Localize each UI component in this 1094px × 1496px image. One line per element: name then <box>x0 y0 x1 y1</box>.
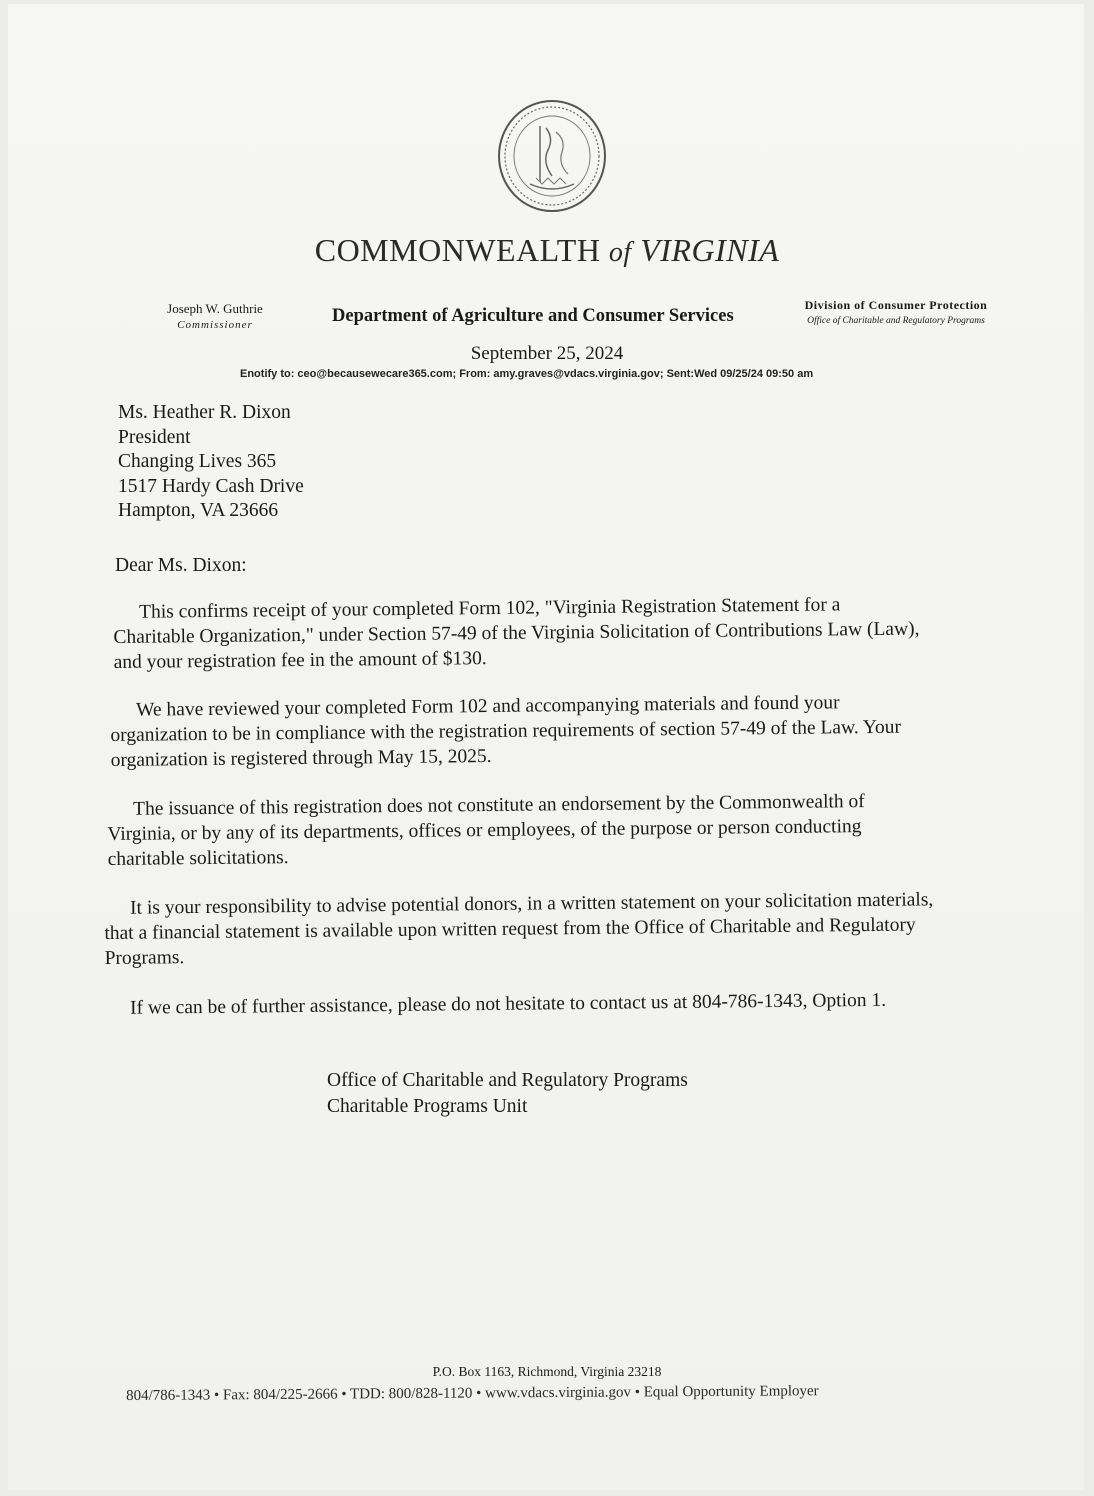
salutation: Dear Ms. Dixon: <box>115 555 247 576</box>
commonwealth-title: COMMONWEALTH of VIRGINIA <box>314 232 780 268</box>
recipient-name: Ms. Heather R. Dixon <box>118 402 291 423</box>
body-paragraph: The issuance of this registration does not constitute an endorsement by the Commonwealth of Virginia, or by any of its departments, offices or employees, of the purpose or person conducting charitable solicitations. <box>107 791 865 870</box>
commissioner-title: Commissioner <box>177 319 253 331</box>
body-paragraph: We have reviewed your completed Form 102 and accompanying materials and found your organization to be in compliance with the registration requirements of section 57-49 of the Law. Your organization is registered through May 15, 2025. <box>110 692 902 771</box>
closing-unit: Charitable Programs Unit <box>327 1096 528 1117</box>
footer-address: P.O. Box 1163, Richmond, Virginia 23218 <box>432 1364 662 1379</box>
department-name: Department of Agriculture and Consumer Services <box>332 306 734 326</box>
body-paragraph: If we can be of further assistance, please do not hesitate to contact us at 804-786-1343, Option 1. <box>130 989 887 1019</box>
footer-contact: 804/786-1343 • Fax: 804/225-2666 • TDD: 800/828-1120 • www.vdacs.virginia.gov • Equal Opportunity Employer <box>126 1383 819 1404</box>
enotify-line: Enotify to: ceo@becausewecare365.com; From: amy.graves@vdacs.virginia.gov; Sent:Wed 09/25/24 09:50 am <box>240 368 814 380</box>
commissioner-block <box>150 300 280 334</box>
recipient-organization: Changing Lives 365 <box>118 451 277 472</box>
body-paragraph: It is your responsibility to advise potential donors, in a written statement on your solicitation materials, that a financial statement is available upon written request from the Office of Charitable and Regulatory Programs. <box>104 889 934 969</box>
commissioner-name: Joseph W. Guthrie <box>167 301 263 316</box>
recipient-title: President <box>118 426 191 448</box>
recipient-street: 1517 Hardy Cash Drive <box>118 475 304 497</box>
office-name: Office of Charitable and Regulatory Programs <box>807 316 985 326</box>
recipient-address <box>118 401 304 524</box>
division-block <box>780 297 1012 329</box>
division-name: Division of Consumer Protection <box>804 298 988 312</box>
body-paragraph: This confirms receipt of your completed Form 102, "Virginia Registration Statement for a Charitable Organization," under Section 57-49 of the Virginia Solicitation of Contributions Law (Law), and your registration fee in the amount of $130. <box>113 594 920 673</box>
closing-signature <box>327 1068 688 1120</box>
recipient-city-state-zip: Hampton, VA 23666 <box>118 500 279 521</box>
virginia-state-seal-icon <box>496 98 608 214</box>
closing-office: Office of Charitable and Regulatory Programs <box>327 1070 688 1091</box>
letter-date: September 25, 2024 <box>470 343 624 364</box>
